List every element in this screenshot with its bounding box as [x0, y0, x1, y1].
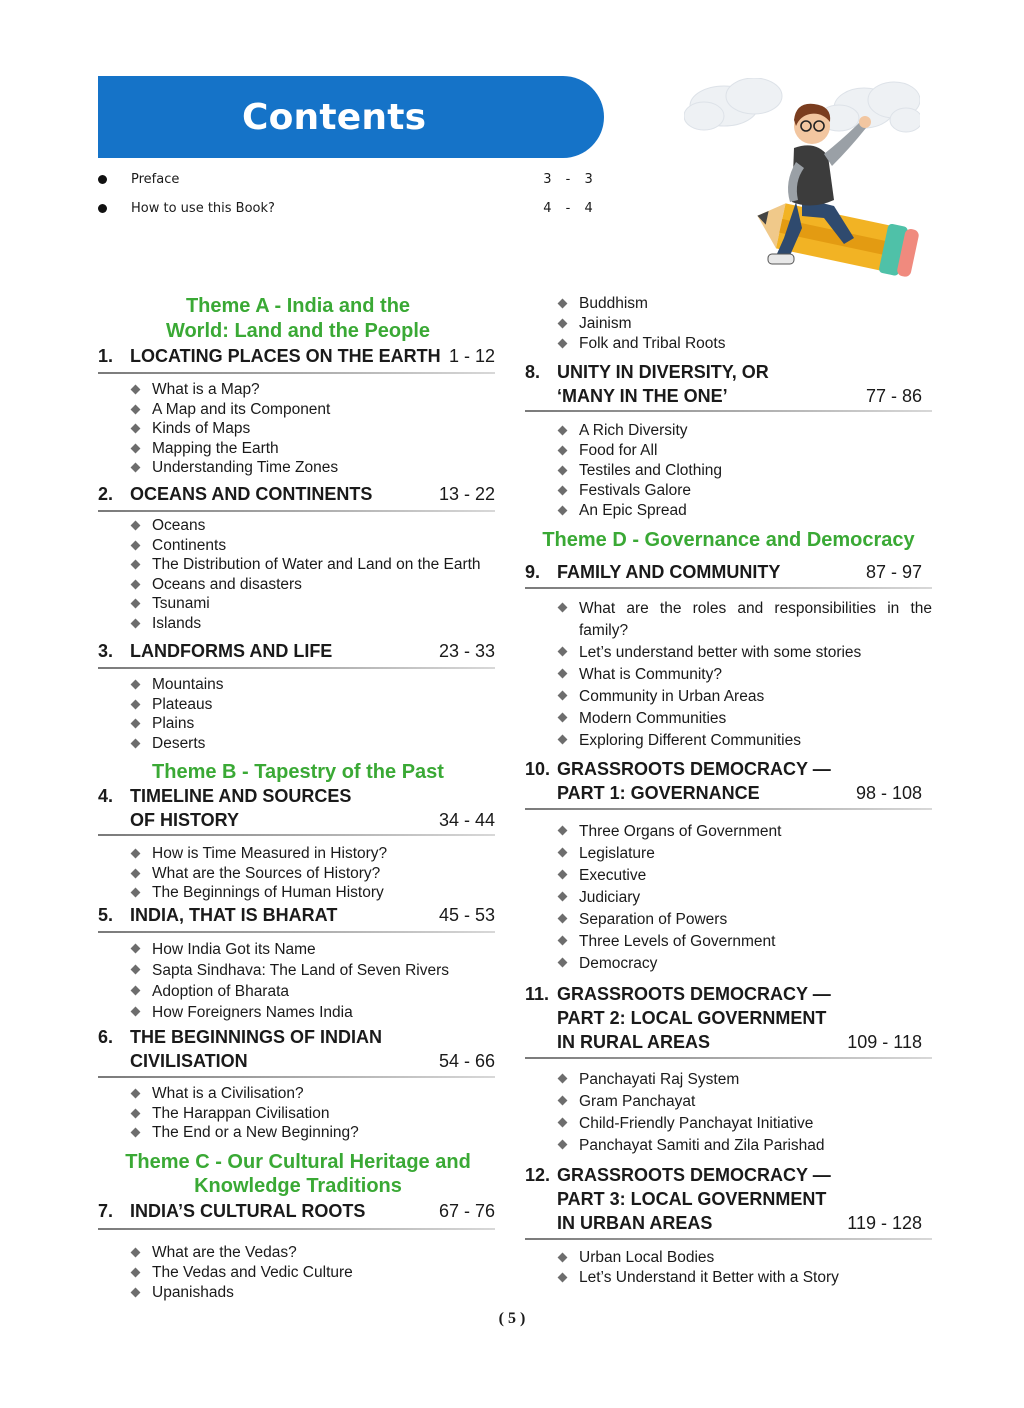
diamond-bullet-icon — [558, 1253, 568, 1263]
chapter-divider — [98, 931, 495, 933]
chapter-number: 8. — [525, 362, 541, 382]
prelim-label: How to use this Book? — [131, 201, 275, 216]
chapter-number: 5. — [98, 905, 114, 925]
chapter-divider — [98, 834, 495, 836]
chapter-12-topics — [557, 1248, 932, 1288]
chapter-3-topics — [130, 675, 500, 753]
list-item[interactable]: The End or a New Beginning? — [130, 1123, 500, 1143]
chapter-pages: 54 - 66 — [438, 1051, 495, 1071]
list-item[interactable]: Let’s Understand it Better with a Story — [557, 1268, 932, 1288]
chapter-5[interactable] — [98, 903, 495, 927]
chapter-12[interactable] — [525, 1163, 922, 1235]
list-item[interactable]: Kinds of Maps — [130, 419, 500, 439]
list-item[interactable]: What is a Civilisation? — [130, 1084, 500, 1104]
chapter-pages: 45 - 53 — [438, 905, 495, 925]
chapter-title: FAMILY AND COMMUNITY — [557, 562, 781, 582]
chapter-2-topics — [130, 516, 500, 633]
boy-on-pencil-illustration — [684, 78, 920, 278]
chapter-divider — [98, 510, 495, 512]
list-item[interactable]: Panchayati Raj System — [557, 1069, 932, 1091]
list-item[interactable]: Modern Communities — [557, 708, 932, 730]
theme-d-heading: Theme D - Governance and Democracy — [542, 529, 915, 551]
chapter-title: GRASSROOTS DEMOCRACY — PART 3: LOCAL GOVERNMENT IN URBAN AREAS — [557, 1165, 831, 1233]
list-item[interactable]: The Beginnings of Human History — [130, 883, 500, 903]
list-item[interactable]: Buddhism — [557, 294, 932, 314]
chapter-10-topics — [557, 821, 932, 975]
chapter-divider — [98, 1076, 495, 1078]
chapter-number: 1. — [98, 346, 114, 366]
diamond-bullet-icon — [131, 738, 141, 748]
diamond-bullet-icon — [558, 647, 568, 657]
chapter-10[interactable] — [525, 757, 922, 805]
list-item[interactable]: A Rich Diversity — [557, 421, 932, 441]
chapter-1[interactable] — [98, 344, 495, 368]
diamond-bullet-icon — [558, 1273, 568, 1283]
chapter-number: 6. — [98, 1027, 114, 1047]
list-item[interactable]: An Epic Spread — [557, 501, 932, 521]
list-item[interactable]: Legislature — [557, 843, 932, 865]
diamond-bullet-icon — [131, 618, 141, 628]
chapter-pages: 13 - 22 — [438, 484, 495, 504]
chapter-7[interactable] — [98, 1199, 495, 1223]
diamond-bullet-icon — [131, 579, 141, 589]
chapter-title: LANDFORMS AND LIFE — [130, 641, 333, 661]
list-item[interactable]: Sapta Sindhava: The Land of Seven Rivers — [130, 960, 500, 981]
diamond-bullet-icon — [558, 339, 568, 349]
page-number: ( 5 ) — [498, 1310, 526, 1327]
diamond-bullet-icon — [131, 540, 141, 550]
list-item[interactable]: Islands — [130, 614, 500, 634]
chapter-title: INDIA’S CULTURAL ROOTS — [130, 1201, 366, 1221]
list-item[interactable]: Community in Urban Areas — [557, 686, 932, 708]
diamond-bullet-icon — [131, 1288, 141, 1298]
diamond-bullet-icon — [131, 849, 141, 859]
chapter-pages: 98 - 108 — [855, 783, 922, 803]
diamond-bullet-icon — [131, 424, 141, 434]
diamond-bullet-icon — [131, 1089, 141, 1099]
list-item[interactable]: A Map and its Component — [130, 400, 500, 420]
diamond-bullet-icon — [558, 1074, 568, 1084]
diamond-bullet-icon — [131, 868, 141, 878]
diamond-bullet-icon — [558, 1096, 568, 1106]
chapter-divider — [525, 808, 932, 810]
list-item[interactable]: Mountains — [130, 675, 500, 695]
diamond-bullet-icon — [131, 888, 141, 898]
chapter-pages: 87 - 97 — [865, 562, 922, 582]
list-item[interactable]: Let’s understand better with some stories — [557, 642, 932, 664]
diamond-bullet-icon — [131, 719, 141, 729]
chapter-pages: 119 - 128 — [847, 1213, 922, 1233]
theme-b-heading: Theme B - Tapestry of the Past — [152, 761, 444, 783]
chapter-title: UNITY IN DIVERSITY, OR ‘MANY IN THE ONE’ — [557, 362, 769, 406]
chapter-title: GRASSROOTS DEMOCRACY — PART 1: GOVERNANCE — [557, 759, 831, 803]
list-item[interactable]: Oceans and disasters — [130, 575, 500, 595]
diamond-bullet-icon — [131, 404, 141, 414]
chapter-number: 7. — [98, 1201, 114, 1221]
list-item[interactable]: Plains — [130, 714, 500, 734]
diamond-bullet-icon — [131, 1128, 141, 1138]
chapter-11[interactable] — [525, 982, 922, 1054]
list-item[interactable]: Tsunami — [130, 594, 500, 614]
chapter-pages: 77 - 86 — [865, 386, 922, 406]
diamond-bullet-icon — [558, 299, 568, 309]
list-item[interactable]: Three Organs of Government — [557, 821, 932, 843]
diamond-bullet-icon — [558, 426, 568, 436]
list-item[interactable]: Urban Local Bodies — [557, 1248, 932, 1268]
chapter-divider — [98, 1228, 495, 1230]
prelim-row-preface[interactable] — [98, 170, 608, 190]
prelim-row-how-to-use[interactable] — [98, 199, 608, 219]
chapter-number: 2. — [98, 484, 114, 504]
diamond-bullet-icon — [558, 603, 568, 613]
chapter-9-topics — [557, 598, 932, 752]
diamond-bullet-icon — [558, 691, 568, 701]
list-item[interactable]: The Vedas and Vedic Culture — [130, 1263, 500, 1283]
list-item[interactable]: What is Community? — [557, 664, 932, 686]
list-item[interactable]: Democracy — [557, 953, 932, 975]
contents-banner — [98, 76, 604, 158]
chapter-11-topics — [557, 1069, 932, 1157]
list-item[interactable]: How Foreigners Names India — [130, 1002, 500, 1023]
diamond-bullet-icon — [131, 521, 141, 531]
list-item[interactable]: Adoption of Bharata — [130, 981, 500, 1002]
chapter-5-topics — [130, 939, 500, 1023]
chapter-9[interactable] — [525, 560, 922, 584]
diamond-bullet-icon — [558, 870, 568, 880]
list-item[interactable]: What are the Vedas? — [130, 1243, 500, 1263]
diamond-bullet-icon — [558, 669, 568, 679]
list-item[interactable]: The Harappan Civilisation — [130, 1104, 500, 1124]
diamond-bullet-icon — [558, 848, 568, 858]
chapter-number: 9. — [525, 562, 541, 582]
prelim-label: Preface — [131, 172, 180, 187]
list-item[interactable]: Upanishads — [130, 1283, 500, 1303]
list-item[interactable]: Folk and Tribal Roots — [557, 334, 932, 354]
chapter-1-topics — [130, 380, 500, 478]
chapter-title: LOCATING PLACES ON THE EARTH — [130, 346, 441, 366]
list-item[interactable]: Food for All — [557, 441, 932, 461]
chapter-3[interactable] — [98, 639, 495, 663]
chapter-number: 11. — [525, 984, 550, 1004]
chapter-divider — [525, 410, 932, 412]
diamond-bullet-icon — [558, 713, 568, 723]
list-item[interactable]: The Distribution of Water and Land on the Earth — [130, 555, 500, 575]
list-item[interactable]: Understanding Time Zones — [130, 458, 500, 478]
diamond-bullet-icon — [558, 735, 568, 745]
list-item[interactable]: Testiles and Clothing — [557, 461, 932, 481]
diamond-bullet-icon — [131, 599, 141, 609]
list-item[interactable]: What is a Map? — [130, 380, 500, 400]
list-item[interactable]: Mapping the Earth — [130, 439, 500, 459]
list-item[interactable]: How India Got its Name — [130, 939, 500, 960]
chapter-4[interactable] — [98, 784, 495, 832]
chapter-number: 4. — [98, 786, 114, 806]
chapter-pages: 23 - 33 — [438, 641, 495, 661]
bullet-icon — [98, 175, 107, 184]
chapter-8[interactable] — [525, 360, 922, 408]
diamond-bullet-icon — [131, 463, 141, 473]
chapter-title: THE BEGINNINGS OF INDIAN CIVILISATION — [130, 1027, 383, 1071]
diamond-bullet-icon — [131, 560, 141, 570]
bullet-icon — [98, 204, 107, 213]
diamond-bullet-icon — [131, 385, 141, 395]
diamond-bullet-icon — [558, 466, 568, 476]
chapter-number: 10. — [525, 759, 551, 779]
list-item[interactable]: Exploring Different Communities — [557, 730, 932, 752]
chapter-number: 3. — [98, 641, 114, 661]
prelim-pages: 4 - 4 — [543, 201, 593, 216]
chapter-6[interactable] — [98, 1025, 495, 1073]
diamond-bullet-icon — [558, 936, 568, 946]
chapter-pages: 34 - 44 — [438, 810, 495, 830]
chapter-title: INDIA, THAT IS BHARAT — [130, 905, 338, 925]
diamond-bullet-icon — [131, 1108, 141, 1118]
diamond-bullet-icon — [558, 486, 568, 496]
list-item[interactable]: Plateaus — [130, 695, 500, 715]
list-item[interactable]: Three Levels of Government — [557, 931, 932, 953]
chapter-divider — [98, 667, 495, 669]
chapter-title: GRASSROOTS DEMOCRACY — PART 2: LOCAL GOVERNMENT IN RURAL AREAS — [557, 984, 831, 1052]
chapter-pages: 67 - 76 — [438, 1201, 495, 1221]
chapter-divider — [525, 1057, 932, 1059]
chapter-4-topics — [130, 844, 500, 903]
diamond-bullet-icon — [558, 1140, 568, 1150]
chapter-7-topics-part-1 — [130, 1243, 500, 1303]
diamond-bullet-icon — [558, 506, 568, 516]
list-item[interactable]: Child-Friendly Panchayat Initiative — [557, 1113, 932, 1135]
chapter-7-topics-part-2 — [557, 294, 932, 354]
list-item[interactable]: Deserts — [130, 734, 500, 754]
chapter-divider — [525, 1238, 932, 1240]
chapter-number: 12. — [525, 1165, 551, 1185]
list-item[interactable]: Separation of Powers — [557, 909, 932, 931]
theme-c-heading: Theme C - Our Cultural Heritage and Knowledge Traditions — [125, 1151, 471, 1197]
diamond-bullet-icon — [131, 699, 141, 709]
page-title: Contents — [242, 96, 427, 138]
theme-a-heading: Theme A - India and the World: Land and the People — [165, 295, 431, 342]
list-item[interactable]: Oceans — [130, 516, 500, 536]
diamond-bullet-icon — [558, 914, 568, 924]
diamond-bullet-icon — [558, 826, 568, 836]
chapter-pages: 1 - 12 — [448, 346, 495, 366]
chapter-6-topics — [130, 1084, 500, 1143]
chapter-8-topics — [557, 421, 932, 521]
diamond-bullet-icon — [131, 965, 141, 975]
chapter-divider — [525, 587, 932, 589]
chapter-2[interactable] — [98, 482, 495, 506]
chapter-divider — [98, 372, 495, 374]
list-item[interactable]: Gram Panchayat — [557, 1091, 932, 1113]
list-item[interactable]: Continents — [130, 536, 500, 556]
list-item[interactable]: Executive — [557, 865, 932, 887]
list-item[interactable]: Jainism — [557, 314, 932, 334]
chapter-pages: 109 - 118 — [847, 1032, 922, 1052]
list-item[interactable]: What are the roles and responsibilities in the family? — [557, 598, 932, 642]
diamond-bullet-icon — [558, 958, 568, 968]
list-item[interactable]: How is Time Measured in History? — [130, 844, 500, 864]
list-item[interactable]: Panchayat Samiti and Zila Parishad — [557, 1135, 932, 1157]
list-item[interactable]: Judiciary — [557, 887, 932, 909]
list-item[interactable]: Festivals Galore — [557, 481, 932, 501]
diamond-bullet-icon — [131, 1248, 141, 1258]
prelim-pages: 3 - 3 — [543, 172, 593, 187]
diamond-bullet-icon — [558, 446, 568, 456]
diamond-bullet-icon — [558, 1118, 568, 1128]
diamond-bullet-icon — [558, 319, 568, 329]
chapter-title: TIMELINE AND SOURCES OF HISTORY — [130, 786, 352, 830]
diamond-bullet-icon — [131, 944, 141, 954]
diamond-bullet-icon — [131, 986, 141, 996]
diamond-bullet-icon — [131, 1007, 141, 1017]
diamond-bullet-icon — [131, 443, 141, 453]
diamond-bullet-icon — [131, 1268, 141, 1278]
diamond-bullet-icon — [131, 680, 141, 690]
chapter-title: OCEANS AND CONTINENTS — [130, 484, 373, 504]
diamond-bullet-icon — [558, 892, 568, 902]
list-item[interactable]: What are the Sources of History? — [130, 864, 500, 884]
